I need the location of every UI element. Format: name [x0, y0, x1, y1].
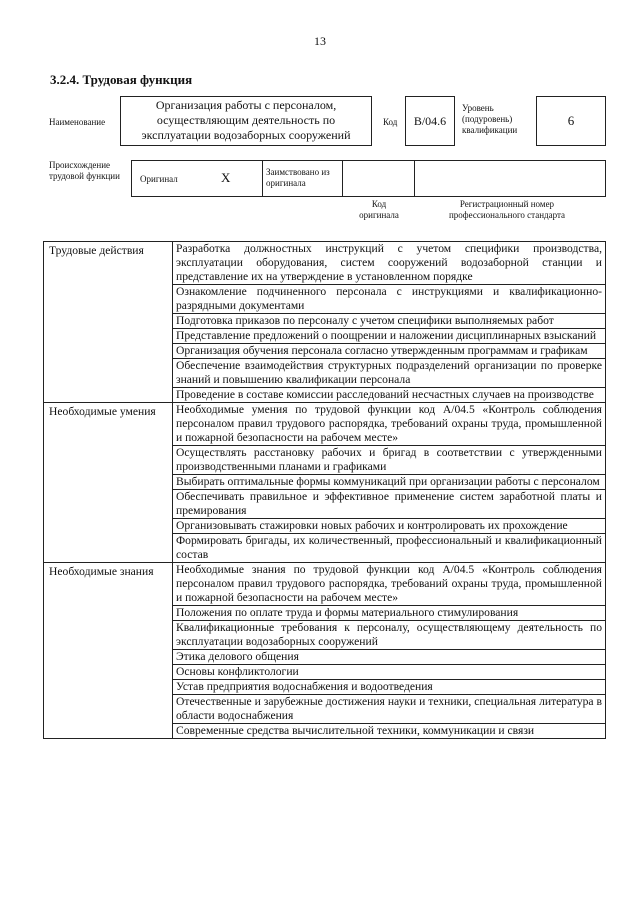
table-cell — [173, 242, 606, 285]
cell-text: Подготовка приказов по персоналу с учетом специфики выполняемых работ — [176, 314, 554, 327]
cell-text: Этика делового общения — [176, 650, 299, 663]
name-label: Наименование — [49, 117, 106, 127]
cell-text: Представление предложений о поощрении и наложении дисциплинарных взысканий — [176, 329, 597, 342]
origin-box — [131, 160, 606, 197]
section-label: Необходимые умения — [44, 403, 173, 563]
level-box — [536, 96, 606, 146]
function-name-box — [120, 96, 372, 146]
page-number: 13 — [314, 34, 326, 48]
section-label: Трудовые действия — [44, 242, 173, 403]
reg-number-caption: Регистрационный номер профессионального стандарта — [448, 199, 566, 220]
table-cell — [173, 665, 606, 680]
cell-text: Организовывать стажировки новых рабочих и контролировать их прохождение — [176, 519, 568, 532]
section-label: Необходимые знания — [44, 563, 173, 739]
cell-text: Разработка должностных инструкций с учетом специфики производства, эксплуатации оборудования, систем сооружений водозаборной станции и представление их на утверждение в установленном порядке — [176, 242, 602, 283]
cell-text: Обеспечение взаимодействия структурных подразделений организации по проверке знаний и повышению квалификации персонала — [176, 359, 602, 386]
table-cell — [173, 606, 606, 621]
table-cell — [173, 359, 606, 388]
level-value: 6 — [567, 113, 575, 128]
table-cell — [173, 724, 606, 739]
code-label: Код — [383, 117, 398, 127]
cell-text: Отечественные и зарубежные достижения науки и техники, специальная литература в области водоснабжения — [176, 695, 602, 722]
table-cell — [173, 475, 606, 490]
table-row — [44, 403, 606, 446]
cell-text: Выбирать оптимальные формы коммуникаций при организации работы с персоналом — [176, 475, 600, 488]
table-cell — [173, 403, 606, 446]
original-mark: X — [221, 170, 231, 185]
cell-text: Положения по оплате труда и формы материального стимулирования — [176, 606, 519, 619]
cell-text: Ознакомление подчиненного персонала с инструкциями и квалификационно-разрядными документами — [176, 285, 602, 312]
cell-text: Осуществлять расстановку рабочих и бригад в соответствии с утвержденными производственными планами и графиками — [176, 446, 602, 473]
level-label: Уровень (подуровень) квалификации — [462, 103, 518, 135]
table-cell — [173, 650, 606, 665]
original-label: Оригинал — [140, 174, 178, 184]
table-cell — [173, 519, 606, 534]
origin-divider-3 — [414, 161, 415, 196]
cell-text: Устав предприятия водоснабжения и водоотведения — [176, 680, 433, 693]
section-heading: 3.2.4. Трудовая функция — [50, 72, 193, 87]
borrowed-label: Заимствовано из оригинала — [266, 167, 330, 188]
function-name: Организация работы с персоналом, осуществляющим деятельность по эксплуатации водозаборных сооружений — [141, 98, 351, 142]
table-row — [44, 563, 606, 606]
table-cell — [173, 680, 606, 695]
table-cell — [173, 563, 606, 606]
cell-text: Организация обучения персонала согласно утвержденным программам и графикам — [176, 344, 588, 357]
cell-text: Основы конфликтологии — [176, 665, 299, 678]
code-value: В/04.6 — [413, 113, 447, 128]
table-cell — [173, 621, 606, 650]
table-cell — [173, 446, 606, 475]
table-row — [44, 242, 606, 285]
cell-text: Квалификационные требования к персоналу, осуществляющему деятельность по эксплуатации водозаборных сооружений — [176, 621, 602, 648]
origin-label: Происхождение трудовой функции — [49, 160, 120, 181]
cell-text: Проведение в составе комиссии расследований несчастных случаев на производстве — [176, 388, 594, 401]
cell-text: Современные средства вычислительной техники, коммуникации и связи — [176, 724, 535, 737]
table-cell — [173, 285, 606, 314]
table-cell — [173, 344, 606, 359]
cell-text: Необходимые умения по трудовой функции код А/04.5 «Контроль соблюдения персоналом правил трудового распорядка, требований охраны труда, промышленной и пожарной безопасности на рабочем месте» — [176, 403, 602, 444]
table-cell — [173, 534, 606, 563]
code-box — [405, 96, 455, 146]
code-original-caption: Код оригинала — [359, 199, 399, 220]
table-cell — [173, 329, 606, 344]
table-cell — [173, 695, 606, 724]
table-cell — [173, 388, 606, 403]
origin-divider-2 — [342, 161, 343, 196]
cell-text: Формировать бригады, их количественный, профессиональный и квалификационный состав — [176, 534, 602, 561]
table-cell — [173, 314, 606, 329]
cell-text: Необходимые знания по трудовой функции код А/04.5 «Контроль соблюдения персоналом правил трудового распорядка, требований охраны труда, промышленной и пожарной безопасности на рабочем месте» — [176, 563, 602, 604]
table-cell — [173, 490, 606, 519]
function-table — [43, 241, 606, 739]
cell-text: Обеспечивать правильное и эффективное применение систем заработной платы и премирования — [176, 490, 602, 517]
origin-divider-1 — [262, 161, 263, 196]
